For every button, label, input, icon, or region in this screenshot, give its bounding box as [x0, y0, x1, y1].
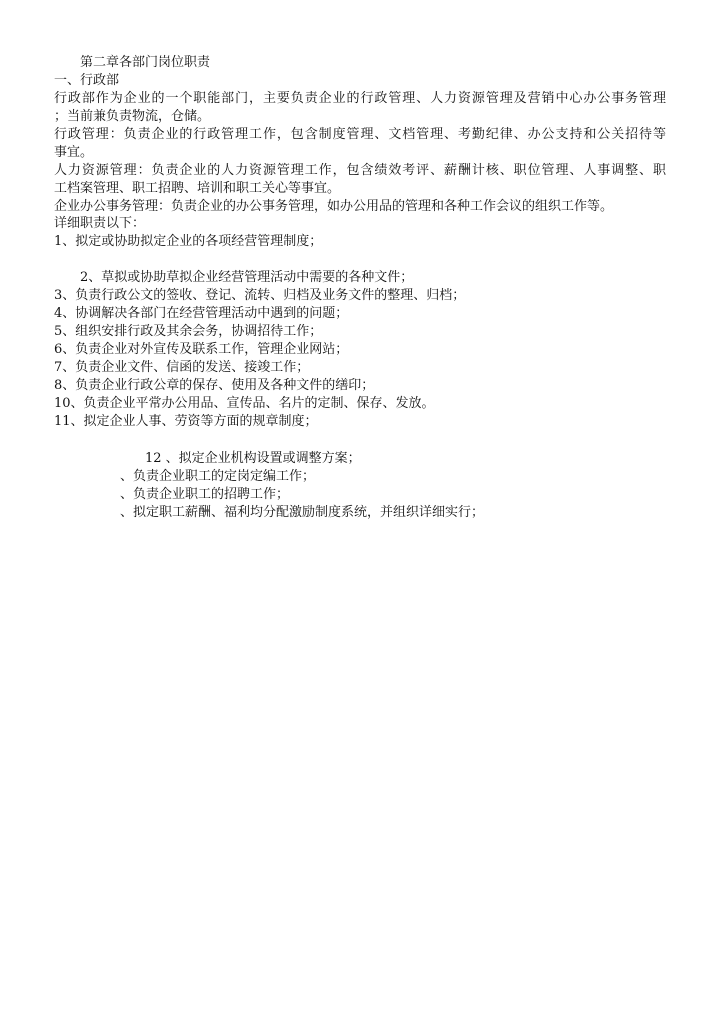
hr-paragraph-line-2: 工档案管理、职工招聘、培训和职工关心等事宜。 [54, 181, 341, 196]
duty-item: 11、拟定企业人事、劳资等方面的规章制度； [54, 414, 318, 429]
duty-item: 2、草拟或协助草拟企业经营管理活动中需要的各种文件； [80, 270, 414, 285]
intro-paragraph-line-1: 行政部作为企业的一个职能部门，主要负责企业的行政管理、人力资源管理及营销中心办公事务管理 [54, 91, 666, 106]
office-paragraph: 企业办公事务管理：负责企业的办公事务管理，如办公用品的管理和各种工作会议的组织工作等。 [54, 199, 614, 214]
duty-item: 、拟定职工薪酬、福利均分配激励制度系统，并组织详细实行； [120, 505, 485, 520]
duty-item: 3、负责行政公文的签收、登记、流转、归档及业务文件的整理、归档； [54, 288, 466, 303]
intro-paragraph-line-2: ；当前兼负责物流，仓储。 [54, 109, 211, 124]
hr-paragraph-line-1: 人力资源管理：负责企业的人力资源管理工作，包含绩效考评、薪酬计核、职位管理、人事调整、职 [54, 163, 666, 178]
duty-item: 6、负责企业对外宣传及联系工作，管理企业网站； [54, 342, 349, 357]
details-label: 详细职责以下： [54, 216, 146, 231]
duty-item: 10、负责企业平常办公用品、宣传品、名片的定制、保存、发放。 [54, 396, 435, 411]
section-heading: 一、行政部 [54, 73, 120, 88]
duty-item: 1、拟定或协助拟定企业的各项经营管理制度； [54, 234, 323, 249]
duty-item: 7、负责企业文件、信函的发送、接竣工作； [54, 360, 310, 375]
duty-item: 8、负责企业行政公章的保存、使用及各种文件的缮印； [54, 378, 375, 393]
duty-item: 、负责企业职工的定岗定编工作； [120, 469, 316, 484]
duty-item: 、负责企业职工的招聘工作； [120, 487, 290, 502]
chapter-title: 第二章各部门岗位职责 [80, 55, 211, 70]
duty-item: 12 、拟定企业机构设置或调整方案； [145, 451, 361, 466]
admin-paragraph-line-1: 行政管理：负责企业的行政管理工作，包含制度管理、文档管理、考勤纪律、办公支持和公关招待等 [54, 127, 666, 142]
duty-item: 5、组织安排行政及其余会务，协调招待工作； [54, 324, 323, 339]
duty-item: 4、协调解决各部门在经营管理活动中遇到的问题； [54, 306, 349, 321]
admin-paragraph-line-2: 事宜。 [54, 145, 94, 160]
